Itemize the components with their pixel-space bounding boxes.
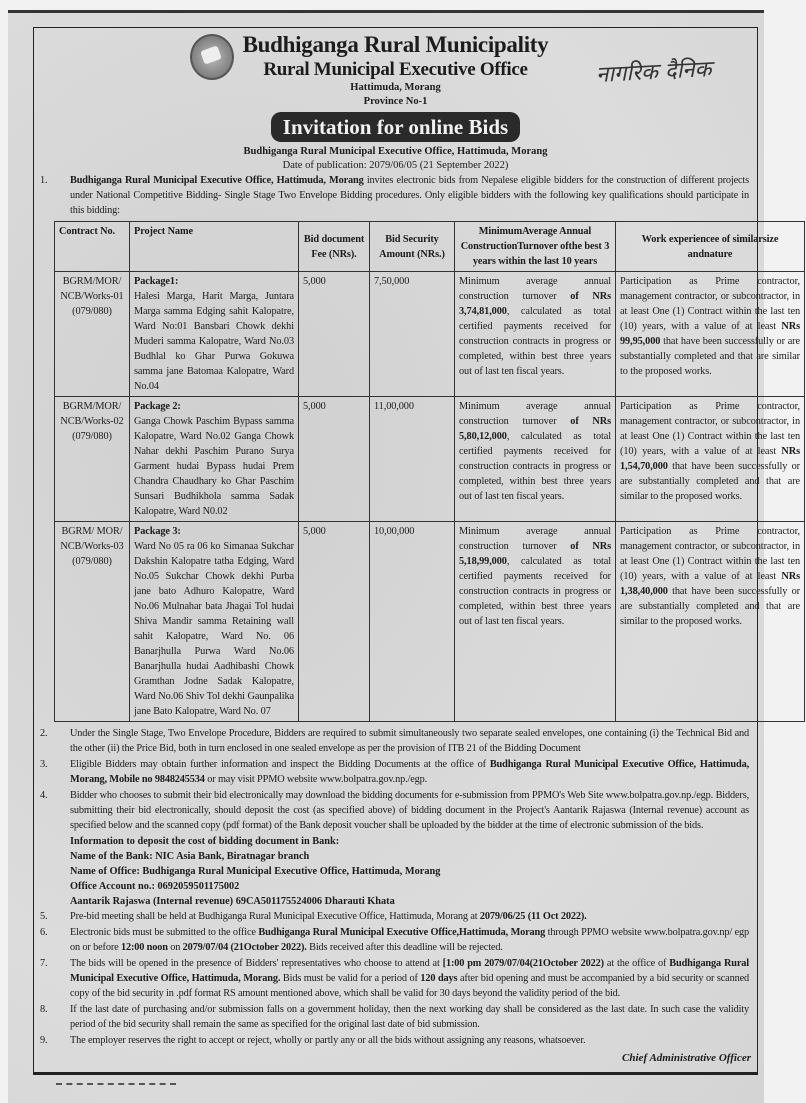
project-description: Ganga Chowk Paschim Bypass samma Kalopatre, Ward No.02 Ganga Chowk Nahar dekhi Paschim Purano Surya Garment hudai Bypass hudai Prem Chandra Chaudhary ko Ghar Paschim Sunsari Budhikhola samma Sadak Kalopatre, Ward N0.02 [134,416,294,517]
text: Minimum average annual construction turnover [459,526,611,552]
text: The bids will be opened in the presence of Bidders' representatives who choose to attend at [70,958,443,969]
bid-fee: 5,000 [299,522,370,722]
publication-date: Date of publication: 2079/06/05 (21 September 2022) [282,160,509,171]
text: Bids must be valid for a period of [280,973,421,984]
notice-subtitle: Budhiganga Rural Municipal Executive Office, Hattimuda, Morang [243,146,548,157]
bold-text: 120 days [420,973,458,984]
notice-title: Invitation for online Bids [271,112,520,142]
notice-header [40,32,751,173]
point-8 [40,1002,749,1032]
header-min-turnover: MinimumAverage Annual ConstructionTurnover ofthe best 3 years within the last 10 years [455,222,616,272]
text: Participation as Prime contractor, management contractor, or subcontractor, in at least One (1) Contract within the last ten (10) years, with a value of at least [620,401,800,457]
nepal-emblem-logo [190,34,234,80]
min-turnover [455,522,616,722]
bold-text: Budhiganga Rural Municipal Executive Office,Hattimuda, Morang [258,927,546,938]
bold-text: of NRs 5,18,99,000 [459,541,612,567]
bid-security: 7,50,000 [370,272,455,397]
text: The employer reserves the right to accept or reject, wholly or partly any or all the bids without assigning any reasons, whatsoever. [70,1035,586,1046]
point-text [70,726,749,756]
text: Under the Single Stage, Two Envelope Procedure, Bidders are required to submit simultaneously two separate sealed envelopes, one containing (i) the Technical Bid and the other (ii) the Price Bid, both in turn enclosed in one sealed envelope as per the provision of ITB 21 of the Bidding Document [70,728,749,754]
text: Minimum average annual construction turnover [459,401,611,427]
text: at the office of [603,958,670,969]
package-label: Package 2: [134,401,181,412]
bid-fee: 5,000 [299,397,370,522]
bold-text: 2079/06/25 (11 Oct 2022). [479,911,587,922]
point-number: 9. [40,1035,48,1046]
contract-number: BGRM/MOR/ NCB/Works-02 (079/080) [55,397,130,522]
newspaper-page [8,10,800,1103]
text: invites electronic bids from Nepalese eligible bidders for the construction of different projects under National Competitive Bidding- Single Stage Two Envelope Bidding procedures. Only eligible bidders with the following key qualifications should participate in this bidding: [70,175,749,216]
bid-security: 10,00,000 [370,522,455,722]
point-number: 5. [40,911,48,922]
project-name-cell [130,272,299,397]
text: after bid opening and must be accompanied by a bid security or scanned copy of the bid security in .pdf format RS amount mentioned above, which shall be valid for 30 days beyond the validity period of the bid. [70,973,749,999]
point-3 [40,757,749,787]
header-bid-security: Bid Security Amount (NRs.) [370,222,455,272]
header-bid-fee: Bid document Fee (NRs). [299,222,370,272]
point-6 [40,925,749,955]
decorative-dashes [56,1083,176,1085]
bid-security: 11,00,000 [370,397,455,522]
point-number: 2. [40,728,48,739]
point-7 [40,956,749,1001]
point-text [70,909,749,924]
text: , calculated as total certified payments received for construction contracts in progress or completed, within best three years out of last ten fiscal years. [459,431,611,502]
contract-number: BGRM/MOR/ NCB/Works-01 (079/080) [55,272,130,397]
point-9 [40,1033,749,1048]
bank-info-heading: Information to deposit the cost of bidding document in Bank: [70,836,340,847]
text: , calculated as total certified payments received for construction contracts in progress or completed, within best three years out of last ten fiscal years. [459,306,611,377]
header-work-experience: Work experiencee of similarsize andnature [616,222,805,272]
bold-text: NRs 1,38,40,000 [620,571,800,597]
text: on [167,942,183,953]
bank-office-name: Name of Office: Budhiganga Rural Municipal Executive Office, Hattimuda, Morang [70,866,441,877]
point-number: 3. [40,759,48,770]
province: Province No-1 [363,96,428,107]
header-contract-no: Contract No. [55,222,130,272]
text: or may visit PPMO website www.bolpatra.gov.np./egp. [204,774,428,785]
text: Minimum average annual construction turnover [459,276,611,302]
work-experience [616,272,805,397]
project-name-cell [130,397,299,522]
point-text [70,1033,749,1048]
text: , calculated as total certified payments received for construction contracts in progress or completed, within best three years out of last ten fiscal years. [459,556,611,627]
text: that have been successfully or are substantially completed and that are similar to the proposed works. [620,586,800,627]
point-number: 8. [40,1004,48,1015]
office-account-number: Office Account no.: 0692059501175002 [70,881,240,892]
point-text [70,1002,749,1032]
notice-border [33,27,800,1075]
office-name: Rural Municipal Executive Office [263,59,528,80]
point-text [70,788,749,833]
project-description: Halesi Marga, Harit Marga, Juntara Marga samma Edging sahit Kalopatre, Ward No:01 Bansbari Chowk dekhi Muderi samma Kalopatre, Ward No.03 Budhlal ko Ghar Purwa Gokuwa samma jane Batomaa Kalopatre, Ward No.04 [134,291,294,392]
point-text [70,956,749,1001]
text: Bidder who chooses to submit their bid electronically may download the bidding documents for e-submission from PPMO's Web Site www.bolpatra.gov.np./egp. Bidders, submitting their bid electronically, should deposit the cost (as specified above) of bidding document in the Project's Aantarik Rajaswa (Internal revenue) account as specified below and the scanned copy (pdf format) of the Bank deposit voucher shall be uploaded by the bidder at the time of electronic submission of the bids. [70,790,749,831]
bid-fee: 5,000 [299,272,370,397]
point-text [70,757,749,787]
package-label: Package1: [134,276,179,287]
point-4 [40,788,749,833]
bold-text: 2079/07/04 (21October 2022). [182,942,307,953]
point-5 [40,909,749,924]
bold-text: NRs 99,95,000 [620,321,800,347]
point-number: 6. [40,927,48,938]
point-number: 7. [40,958,48,969]
text: Eligible Bidders may obtain further information and inspect the Bidding Documents at the office of [70,759,490,770]
min-turnover [455,397,616,522]
bold-text: 12:00 noon [120,942,168,953]
bold-text: Budhiganga Rural Municipal Executive Office, Hattimuda, Morang [70,175,364,186]
bold-text: of NRs 5,80,12,000 [459,416,612,442]
text: that have been successfully or are substantially completed and that are similar to the proposed works. [620,336,800,377]
header-project-name: Project Name [130,222,299,272]
text: that have been successfully or are substantially completed and that are similar to the proposed works. [620,461,800,502]
project-description: Ward No 05 ra 06 ko Simanaa Sukchar Dakshin Kalopatre tatha Edging, Ward No.05 Sukchar Chowk dekhi Purba jane bato Adhuro Kalopatre, Ward No.06 Mulnahar bata Jhagai Tol hudai Shiva Mandir samma Retaining wall sahit Kalopatre, Ward No. 06 Banarjhulla Purwa Ward No.06 Banarjhulla hudai Aadhibashi Chowk Gramthan Jodne Sadak Kalopatre, Ward No.06 Shiv Tol dekhi Gaunpalika jane Bato Kalopatre, Ward No. 07 [134,541,294,717]
text: Participation as Prime contractor, management contractor, or subcontractor, in at least One (1) Contract within the last ten (10) years, with a value of at least [620,276,800,332]
min-turnover [455,272,616,397]
location: Hattimuda, Morang [350,82,441,93]
work-experience [616,522,805,722]
bold-text: Budhiganga Rural Municipal Executive Office, Hattimuda, Morang. [70,958,749,984]
point-text [70,925,749,955]
table-row [55,397,805,522]
text: If the last date of purchasing and/or submission falls on a government holiday, then the next working day shall be considered as the last date. In such case the validity period of the bid security shall remain the same as specified for the original last date of bid submission. [70,1004,749,1030]
table-row [55,522,805,722]
point-number: 1. [40,175,48,186]
bold-text: [1:00 pm 2079/07/04(21October 2022) [442,958,604,969]
package-label: Package 3: [134,526,181,537]
project-name-cell [130,522,299,722]
text: Pre-bid meeting shall be held at Budhiganga Rural Municipal Executive Office, Hattimuda, Morang at [70,911,480,922]
table-row [55,272,805,397]
text: Electronic bids must be submitted to the office [70,927,259,938]
text: Bids received after this deadline will be rejected. [306,942,503,953]
signature-title: Chief Administrative Officer [622,1052,751,1064]
point-2 [40,726,749,756]
point-number: 4. [40,790,48,801]
org-name: Budhiganga Rural Municipality [242,32,549,57]
contract-number: BGRM/ MOR/ NCB/Works-03 (079/080) [55,522,130,722]
bold-text: of NRs 3,74,81,000 [459,291,612,317]
point-1 [40,173,749,218]
work-experience [616,397,805,522]
bold-text: Budhiganga Rural Municipal Executive Office, Hattimuda, Morang, Mobile no 9848245534 [70,759,749,785]
point-text [70,173,749,218]
bank-name: Name of the Bank: NIC Asia Bank, Biratnagar branch [70,851,310,862]
bid-table [54,221,805,722]
newspaper-handwritten-label: नागरिक दैनिक [595,56,712,88]
bold-text: NRs 1,54,70,000 [620,446,800,472]
text: through PPMO website www.bolpatra.gov.np/ egp on or before [70,927,749,953]
table-header-row [55,222,805,272]
text: Participation as Prime contractor, management contractor, or subcontractor, in at least One (1) Contract within the last ten (10) years, with a value of at least [620,526,800,582]
internal-revenue-account: Aantarik Rajaswa (Internal revenue) 69CA501175524006 Dharauti Khata [70,896,395,907]
